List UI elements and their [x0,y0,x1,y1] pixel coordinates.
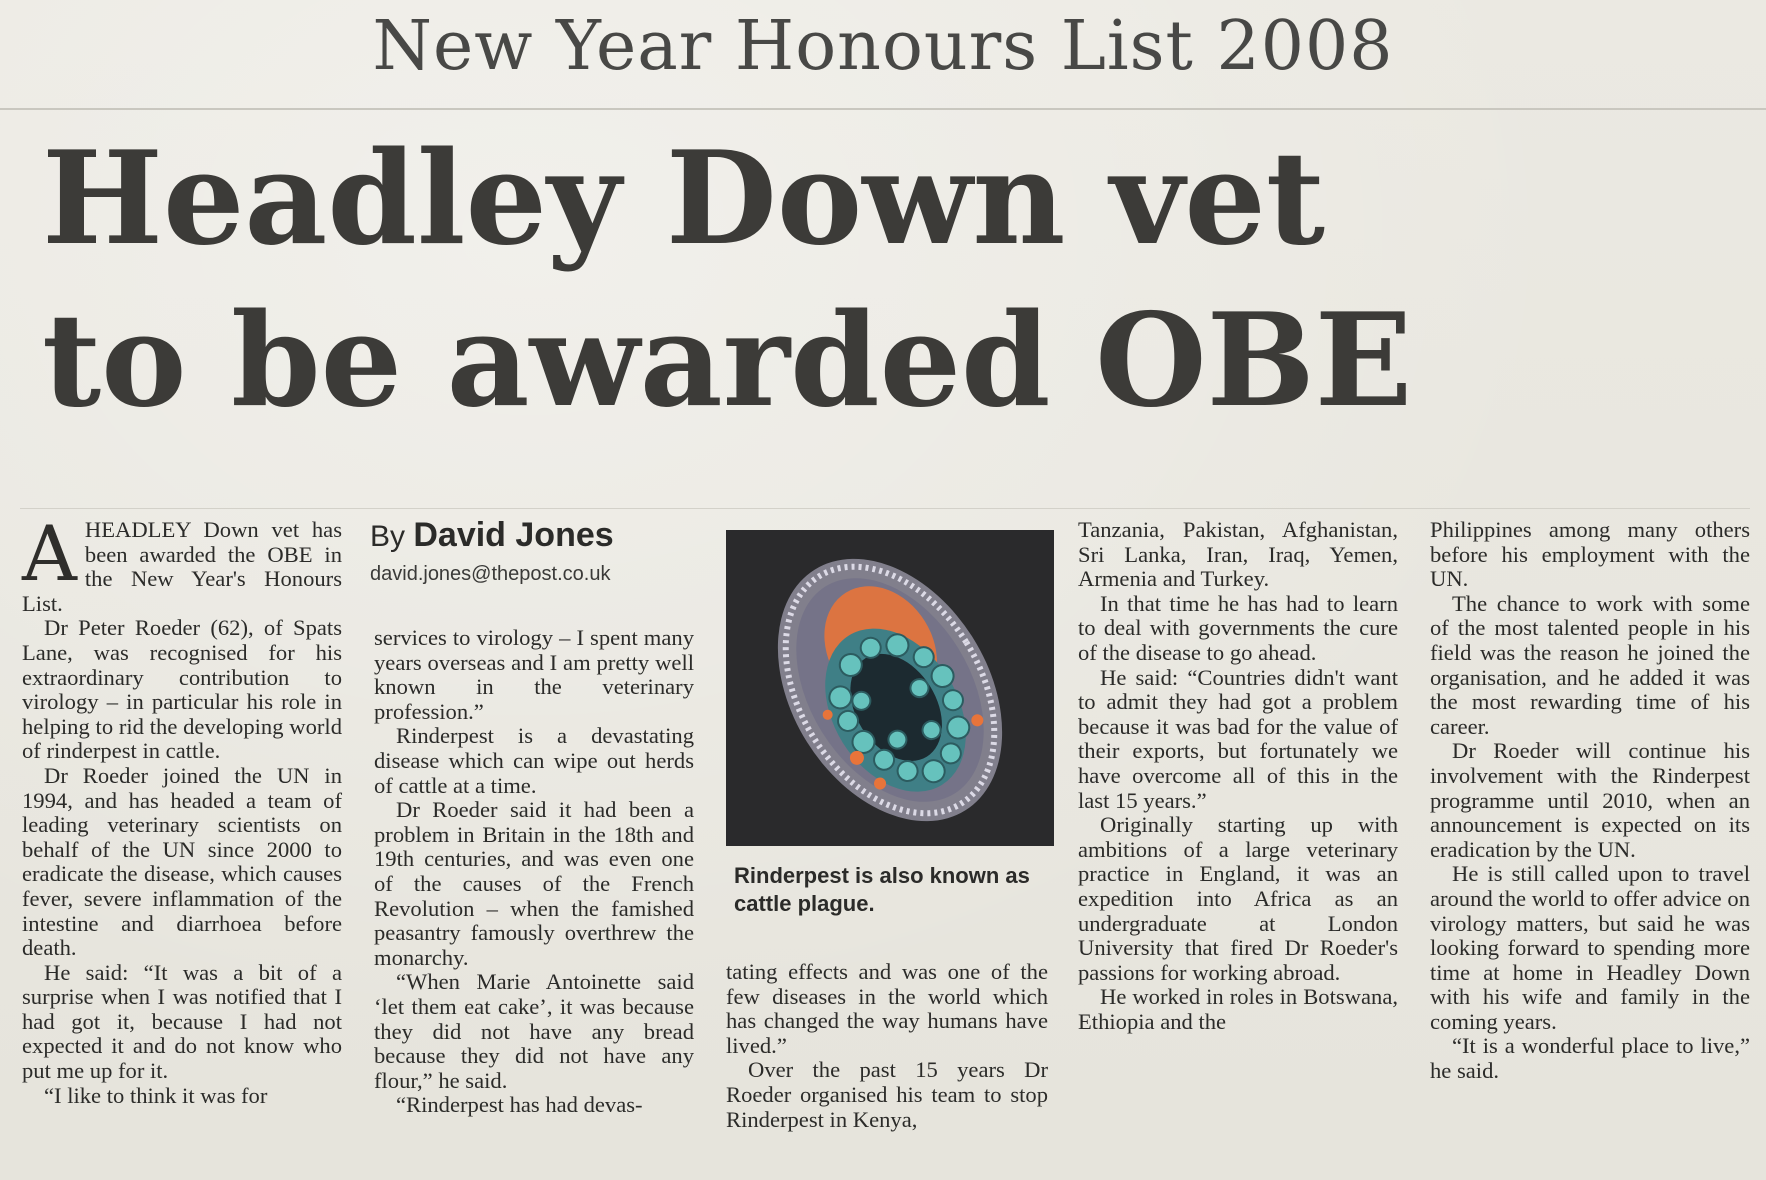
lead-paragraph [22,509,342,616]
paragraph: “I like to think it was for [44,1082,268,1108]
rinderpest-micrograph-icon [726,530,1054,846]
paragraph: services to virology – I spent many years overseas and I am pretty well known in the veterinary profession.” [374,625,694,724]
drop-cap: A [22,509,77,598]
paragraph: He said: “Countries didn't want to admit they had got a problem because it was bad for the value of their exports, but fortunately we have overcome all of this in the last 15 years.” [1078,664,1398,813]
lead-paragraph-text: HEADLEY Down vet has been awarded the OBE in the New Year's Honours List. [22,517,342,616]
paragraph: “When Marie Antoinette said ‘let them eat cake’, it was because they did not have any bread because they did not have any flour,” he said. [374,969,694,1093]
article-column-1 [22,509,342,1108]
paragraph: Dr Roeder joined the UN in 1994, and has headed a team of leading veterinary scientists on behalf of the UN since 2000 to eradicate the disease, which causes fever, severe inflammation of the intestine and diarrhoea before death. [22,762,342,961]
paragraph: Dr Peter Roeder (62), of Spats Lane, was recognised for his extraordinary contribution to virology – in particular his role in helping to rid the developing world of rinderpest in cattle. [22,615,342,764]
headline-line-2: to be awarded OBE [42,286,1413,436]
body-divider [20,508,1750,509]
headline-line-1: Headley Down vet [42,124,1325,274]
article-column-5 [1430,518,1750,1084]
article-column-2 [374,626,694,1118]
article-column-4 [1078,518,1398,1034]
byline-email[interactable]: david.jones@thepost.co.uk [370,563,611,585]
paragraph: Philippines among many others before his employment with the UN. [1430,517,1750,592]
paragraph: He said: “It was a bit of a surprise when I was notified that I had got it, because I had not expected it and do not know who put me up for it. [22,959,342,1084]
headline [42,118,1742,442]
paragraph: Rinderpest is a devastating disease which can wipe out herds of cattle at a time. [374,723,694,798]
paragraph: Tanzania, Pakistan, Afghanistan, Sri Lanka, Iran, Iraq, Yemen, Armenia and Turkey. [1078,517,1398,592]
paragraph: He worked in roles in Botswana, Ethiopia and the [1078,984,1398,1034]
paragraph: In that time he has had to learn to deal with governments the cure of the disease to go ahead. [1078,590,1398,665]
article-column-3 [726,960,1048,1132]
photo-caption: Rinderpest is also known as cattle plague. [734,863,1030,916]
paragraph: He is still called upon to travel around the world to offer advice on virology matters, but said he was looking forward to spending more time at home in Headley Down with his wife and family in the coming years. [1430,861,1750,1034]
paragraph: Originally starting up with ambitions of a large veterinary practice in England, it was an expedition into Africa as an undergraduate at London University that fired Dr Roeder's passions for working abroad. [1078,812,1398,985]
section-kicker: New Year Honours List 2008 [372,7,1394,86]
paragraph: “It is a wonderful place to live,” he said. [1430,1033,1750,1084]
paragraph: The chance to work with some of the most talented people in his field was the reason he joined the organisation, and he added it was the most rewarding time of his career. [1430,590,1750,739]
paragraph: Dr Roeder said it had been a problem in Britain in the 18th and 19th centuries, and was even one of the causes of the French Revolution – when the famished peasantry famously overthrew the monarchy. [374,797,694,970]
paragraph: Dr Roeder will continue his involvement with the Rinderpest programme until 2010, when an announcement is expected on its eradication by the UN. [1430,738,1750,862]
paragraph: “Rinderpest has had devas- [396,1092,643,1118]
byline-author: David Jones [413,516,614,554]
paragraph: Over the past 15 years Dr Roeder organised his team to stop Rinderpest in Kenya, [726,1057,1048,1132]
paragraph: tating effects and was one of the few diseases in the world which has changed the way humans have lived.” [726,959,1048,1058]
kicker-divider [0,108,1766,110]
byline [370,516,614,586]
byline-by: By [370,520,414,553]
virus-photo [726,530,1054,846]
